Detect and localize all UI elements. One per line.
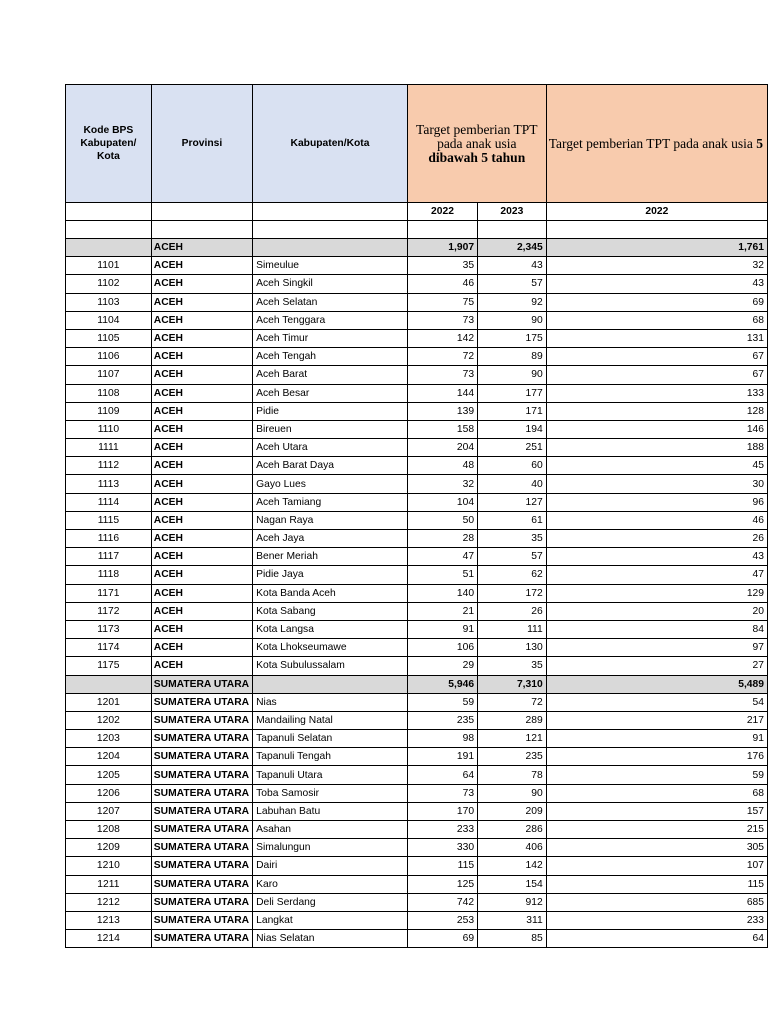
table-row xyxy=(66,857,768,875)
cell-value-2022: 144 xyxy=(407,384,477,402)
cell-kode: 1102 xyxy=(66,275,152,293)
cell-kabupaten: Aceh Jaya xyxy=(253,530,408,548)
table-row xyxy=(66,275,768,293)
cell-value-2022b: 97 xyxy=(546,639,767,657)
cell-kabupaten: Langkat xyxy=(253,911,408,929)
cell-provinsi: ACEH xyxy=(151,657,252,675)
cell-kabupaten: Nias xyxy=(253,693,408,711)
cell-kode: 1206 xyxy=(66,784,152,802)
cell-value-2022: 1,907 xyxy=(407,239,477,257)
table-row xyxy=(66,620,768,638)
cell-value-2022b: 685 xyxy=(546,893,767,911)
cell-kabupaten: Aceh Tamiang xyxy=(253,493,408,511)
cell-value-2023: 406 xyxy=(478,839,547,857)
cell-value-2023: 311 xyxy=(478,911,547,929)
cell-value-2022b: 233 xyxy=(546,911,767,929)
cell-value-2022: 73 xyxy=(407,311,477,329)
cell-value-2022: 139 xyxy=(407,402,477,420)
cell-value-2022b: 43 xyxy=(546,275,767,293)
cell-value-2022b: 188 xyxy=(546,439,767,457)
cell-kabupaten: Mandailing Natal xyxy=(253,711,408,729)
table-row xyxy=(66,548,768,566)
cell-provinsi: ACEH xyxy=(151,493,252,511)
cell-value-2023: 72 xyxy=(478,693,547,711)
cell-kabupaten: Tapanuli Utara xyxy=(253,766,408,784)
header-row xyxy=(66,85,768,203)
table-row xyxy=(66,639,768,657)
cell-value-2022b: 1,761 xyxy=(546,239,767,257)
table-row xyxy=(66,457,768,475)
cell-value-2022b: 67 xyxy=(546,366,767,384)
cell-value-2022: 75 xyxy=(407,293,477,311)
cell-value-2022: 32 xyxy=(407,475,477,493)
cell-kabupaten: Pidie Jaya xyxy=(253,566,408,584)
cell-kabupaten: Kota Sabang xyxy=(253,602,408,620)
cell-provinsi: SUMATERA UTARA xyxy=(151,857,252,875)
cell-value-2022b: 68 xyxy=(546,311,767,329)
cell-value-2022: 59 xyxy=(407,693,477,711)
cell-value-2023: 62 xyxy=(478,566,547,584)
cell-provinsi: ACEH xyxy=(151,348,252,366)
cell-kode: 1203 xyxy=(66,730,152,748)
cell-value-2022: 104 xyxy=(407,493,477,511)
table-row xyxy=(66,439,768,457)
blank-row xyxy=(66,221,768,239)
spreadsheet xyxy=(65,84,768,948)
cell-kode xyxy=(66,239,152,257)
header-target-under5 xyxy=(407,85,546,203)
cell-kode: 1212 xyxy=(66,893,152,911)
cell-provinsi: SUMATERA UTARA xyxy=(151,802,252,820)
cell-kode: 1113 xyxy=(66,475,152,493)
cell-value-2022: 73 xyxy=(407,366,477,384)
header-target-5-text: Target pemberian TPT pada anak usia xyxy=(548,135,757,151)
cell-value-2022b: 133 xyxy=(546,384,767,402)
header-provinsi: Provinsi xyxy=(151,85,252,203)
cell-provinsi: SUMATERA UTARA xyxy=(151,911,252,929)
cell-kabupaten: Labuhan Batu xyxy=(253,802,408,820)
cell-provinsi: SUMATERA UTARA xyxy=(151,766,252,784)
cell-kode: 1111 xyxy=(66,439,152,457)
cell-value-2022b: 96 xyxy=(546,493,767,511)
cell-kode: 1107 xyxy=(66,366,152,384)
cell-value-2022b: 46 xyxy=(546,511,767,529)
cell-value-2022: 91 xyxy=(407,620,477,638)
table-row xyxy=(66,730,768,748)
cell-provinsi: ACEH xyxy=(151,620,252,638)
cell-kabupaten: Bener Meriah xyxy=(253,548,408,566)
cell-value-2022b: 69 xyxy=(546,293,767,311)
year-row xyxy=(66,203,768,221)
cell-kabupaten: Deli Serdang xyxy=(253,893,408,911)
cell-value-2023: 57 xyxy=(478,548,547,566)
cell-kode: 1174 xyxy=(66,639,152,657)
cell-value-2022b: 27 xyxy=(546,657,767,675)
table-row xyxy=(66,839,768,857)
cell-provinsi: SUMATERA UTARA xyxy=(151,930,252,948)
cell-kode: 1202 xyxy=(66,711,152,729)
cell-value-2023: 286 xyxy=(478,821,547,839)
province-total-row xyxy=(66,239,768,257)
cell-value-2023: 90 xyxy=(478,784,547,802)
cell-kode: 1116 xyxy=(66,530,152,548)
cell-kabupaten: Aceh Tengah xyxy=(253,348,408,366)
year-col-3: 2022 xyxy=(546,203,767,221)
cell-value-2023: 235 xyxy=(478,748,547,766)
cell-kode: 1171 xyxy=(66,584,152,602)
cell-value-2023: 2,345 xyxy=(478,239,547,257)
cell-kode: 1115 xyxy=(66,511,152,529)
cell-kabupaten: Bireuen xyxy=(253,420,408,438)
cell-value-2023: 26 xyxy=(478,602,547,620)
cell-value-2022b: 146 xyxy=(546,420,767,438)
table-row xyxy=(66,475,768,493)
province-total-row xyxy=(66,675,768,693)
year-col-1: 2022 xyxy=(407,203,477,221)
cell-kode: 1211 xyxy=(66,875,152,893)
cell-value-2023: 289 xyxy=(478,711,547,729)
cell-value-2023: 111 xyxy=(478,620,547,638)
cell-value-2023: 251 xyxy=(478,439,547,457)
cell-kabupaten: Aceh Barat xyxy=(253,366,408,384)
table-row xyxy=(66,311,768,329)
table-row xyxy=(66,293,768,311)
table-row xyxy=(66,711,768,729)
cell-value-2022: 142 xyxy=(407,329,477,347)
cell-value-2022b: 32 xyxy=(546,257,767,275)
table-row xyxy=(66,748,768,766)
table-row xyxy=(66,420,768,438)
cell-kabupaten: Simeulue xyxy=(253,257,408,275)
cell-value-2022b: 91 xyxy=(546,730,767,748)
table-row xyxy=(66,602,768,620)
cell-kabupaten: Gayo Lues xyxy=(253,475,408,493)
cell-value-2022: 125 xyxy=(407,875,477,893)
cell-value-2022: 233 xyxy=(407,821,477,839)
header-kode: Kode BPS Kabupaten/ Kota xyxy=(66,85,152,203)
cell-kabupaten: Dairi xyxy=(253,857,408,875)
cell-provinsi: ACEH xyxy=(151,366,252,384)
cell-value-2023: 175 xyxy=(478,329,547,347)
cell-value-2022b: 305 xyxy=(546,839,767,857)
cell-value-2022b: 20 xyxy=(546,602,767,620)
cell-kabupaten: Aceh Singkil xyxy=(253,275,408,293)
table-row xyxy=(66,875,768,893)
cell-value-2022: 29 xyxy=(407,657,477,675)
cell-value-2023: 154 xyxy=(478,875,547,893)
cell-value-2022: 69 xyxy=(407,930,477,948)
cell-value-2023: 171 xyxy=(478,402,547,420)
cell-value-2022b: 67 xyxy=(546,348,767,366)
table-row xyxy=(66,911,768,929)
year-col-2: 2023 xyxy=(478,203,547,221)
cell-kode: 1173 xyxy=(66,620,152,638)
cell-value-2022: 28 xyxy=(407,530,477,548)
cell-kode: 1213 xyxy=(66,911,152,929)
cell-provinsi: SUMATERA UTARA xyxy=(151,711,252,729)
cell-kabupaten: Kota Lhokseumawe xyxy=(253,639,408,657)
cell-kabupaten xyxy=(253,239,408,257)
cell-value-2023: 142 xyxy=(478,857,547,875)
cell-kabupaten: Tapanuli Selatan xyxy=(253,730,408,748)
cell-provinsi: ACEH xyxy=(151,548,252,566)
table-row xyxy=(66,784,768,802)
cell-value-2022b: 5,489 xyxy=(546,675,767,693)
cell-provinsi: ACEH xyxy=(151,511,252,529)
cell-kode xyxy=(66,675,152,693)
cell-value-2022: 98 xyxy=(407,730,477,748)
cell-kode: 1101 xyxy=(66,257,152,275)
cell-kode: 1117 xyxy=(66,548,152,566)
table-row xyxy=(66,693,768,711)
cell-kabupaten: Aceh Besar xyxy=(253,384,408,402)
cell-kabupaten: Aceh Timur xyxy=(253,329,408,347)
cell-value-2022: 5,946 xyxy=(407,675,477,693)
cell-provinsi: ACEH xyxy=(151,293,252,311)
cell-provinsi: ACEH xyxy=(151,402,252,420)
cell-value-2022b: 84 xyxy=(546,620,767,638)
cell-kode: 1214 xyxy=(66,930,152,948)
header-target-5-bold: 5 xyxy=(756,135,763,151)
cell-kode: 1207 xyxy=(66,802,152,820)
table-row xyxy=(66,584,768,602)
cell-value-2022: 742 xyxy=(407,893,477,911)
table-row xyxy=(66,566,768,584)
cell-provinsi: SUMATERA UTARA xyxy=(151,730,252,748)
cell-value-2022: 21 xyxy=(407,602,477,620)
cell-value-2022: 140 xyxy=(407,584,477,602)
cell-kabupaten: Kota Banda Aceh xyxy=(253,584,408,602)
cell-value-2022b: 131 xyxy=(546,329,767,347)
cell-value-2022b: 176 xyxy=(546,748,767,766)
cell-provinsi: ACEH xyxy=(151,475,252,493)
cell-value-2023: 43 xyxy=(478,257,547,275)
cell-value-2022: 204 xyxy=(407,439,477,457)
cell-provinsi: ACEH xyxy=(151,420,252,438)
cell-value-2022: 35 xyxy=(407,257,477,275)
cell-value-2022: 73 xyxy=(407,784,477,802)
table-row xyxy=(66,384,768,402)
cell-kode: 1201 xyxy=(66,693,152,711)
cell-value-2023: 89 xyxy=(478,348,547,366)
cell-value-2022: 46 xyxy=(407,275,477,293)
cell-value-2023: 35 xyxy=(478,657,547,675)
cell-value-2022b: 157 xyxy=(546,802,767,820)
table-row xyxy=(66,821,768,839)
cell-kabupaten: Kota Langsa xyxy=(253,620,408,638)
cell-value-2022b: 217 xyxy=(546,711,767,729)
cell-value-2023: 127 xyxy=(478,493,547,511)
cell-value-2022b: 47 xyxy=(546,566,767,584)
cell-value-2023: 40 xyxy=(478,475,547,493)
cell-value-2023: 121 xyxy=(478,730,547,748)
cell-value-2023: 60 xyxy=(478,457,547,475)
table-row xyxy=(66,930,768,948)
cell-kabupaten: Tapanuli Tengah xyxy=(253,748,408,766)
header-kabupaten: Kabupaten/Kota xyxy=(253,85,408,203)
cell-value-2022b: 26 xyxy=(546,530,767,548)
cell-provinsi: SUMATERA UTARA xyxy=(151,893,252,911)
cell-kode: 1114 xyxy=(66,493,152,511)
cell-value-2023: 90 xyxy=(478,311,547,329)
cell-value-2022b: 45 xyxy=(546,457,767,475)
cell-value-2023: 78 xyxy=(478,766,547,784)
cell-kabupaten xyxy=(253,675,408,693)
cell-value-2022b: 43 xyxy=(546,548,767,566)
cell-kode: 1106 xyxy=(66,348,152,366)
cell-provinsi: ACEH xyxy=(151,329,252,347)
cell-kode: 1210 xyxy=(66,857,152,875)
cell-provinsi: SUMATERA UTARA xyxy=(151,675,252,693)
cell-value-2023: 85 xyxy=(478,930,547,948)
cell-value-2022: 158 xyxy=(407,420,477,438)
cell-kabupaten: Nias Selatan xyxy=(253,930,408,948)
cell-value-2023: 35 xyxy=(478,530,547,548)
cell-kode: 1208 xyxy=(66,821,152,839)
cell-value-2023: 912 xyxy=(478,893,547,911)
cell-kode: 1112 xyxy=(66,457,152,475)
cell-value-2022b: 215 xyxy=(546,821,767,839)
cell-provinsi: SUMATERA UTARA xyxy=(151,693,252,711)
cell-value-2022: 115 xyxy=(407,857,477,875)
cell-value-2022: 72 xyxy=(407,348,477,366)
cell-kode: 1110 xyxy=(66,420,152,438)
cell-provinsi: ACEH xyxy=(151,457,252,475)
table-row xyxy=(66,657,768,675)
cell-value-2023: 194 xyxy=(478,420,547,438)
cell-kode: 1205 xyxy=(66,766,152,784)
cell-kabupaten: Simalungun xyxy=(253,839,408,857)
cell-kode: 1103 xyxy=(66,293,152,311)
cell-provinsi: SUMATERA UTARA xyxy=(151,784,252,802)
table-row xyxy=(66,530,768,548)
cell-provinsi: ACEH xyxy=(151,602,252,620)
table-row xyxy=(66,366,768,384)
cell-value-2022: 47 xyxy=(407,548,477,566)
cell-value-2023: 130 xyxy=(478,639,547,657)
cell-value-2022b: 68 xyxy=(546,784,767,802)
cell-kabupaten: Asahan xyxy=(253,821,408,839)
cell-value-2022: 48 xyxy=(407,457,477,475)
cell-value-2022: 106 xyxy=(407,639,477,657)
cell-provinsi: SUMATERA UTARA xyxy=(151,821,252,839)
cell-value-2023: 7,310 xyxy=(478,675,547,693)
cell-provinsi: SUMATERA UTARA xyxy=(151,839,252,857)
table-row xyxy=(66,893,768,911)
table-row xyxy=(66,402,768,420)
cell-provinsi: ACEH xyxy=(151,584,252,602)
cell-value-2022: 170 xyxy=(407,802,477,820)
header-target-5 xyxy=(546,85,767,203)
cell-provinsi: ACEH xyxy=(151,311,252,329)
cell-kabupaten: Pidie xyxy=(253,402,408,420)
cell-provinsi: SUMATERA UTARA xyxy=(151,875,252,893)
cell-value-2022: 235 xyxy=(407,711,477,729)
table-row xyxy=(66,766,768,784)
cell-value-2023: 209 xyxy=(478,802,547,820)
cell-kabupaten: Toba Samosir xyxy=(253,784,408,802)
header-target-under5-bold: dibawah 5 tahun xyxy=(428,149,526,165)
cell-kabupaten: Aceh Barat Daya xyxy=(253,457,408,475)
cell-kabupaten: Kota Subulussalam xyxy=(253,657,408,675)
cell-value-2022b: 107 xyxy=(546,857,767,875)
cell-value-2023: 57 xyxy=(478,275,547,293)
cell-kabupaten: Aceh Tenggara xyxy=(253,311,408,329)
data-table xyxy=(65,84,768,948)
cell-provinsi: ACEH xyxy=(151,439,252,457)
table-row xyxy=(66,348,768,366)
cell-kode: 1109 xyxy=(66,402,152,420)
cell-provinsi: ACEH xyxy=(151,257,252,275)
cell-kode: 1105 xyxy=(66,329,152,347)
cell-value-2022: 64 xyxy=(407,766,477,784)
cell-kabupaten: Aceh Utara xyxy=(253,439,408,457)
cell-value-2022b: 54 xyxy=(546,693,767,711)
cell-value-2022b: 129 xyxy=(546,584,767,602)
table-body xyxy=(66,239,768,948)
cell-kode: 1104 xyxy=(66,311,152,329)
cell-kode: 1175 xyxy=(66,657,152,675)
cell-provinsi: ACEH xyxy=(151,239,252,257)
table-row xyxy=(66,329,768,347)
table-row xyxy=(66,493,768,511)
cell-value-2023: 90 xyxy=(478,366,547,384)
cell-value-2022: 50 xyxy=(407,511,477,529)
cell-value-2022: 330 xyxy=(407,839,477,857)
table-row xyxy=(66,257,768,275)
cell-value-2022b: 30 xyxy=(546,475,767,493)
cell-value-2022: 51 xyxy=(407,566,477,584)
cell-provinsi: SUMATERA UTARA xyxy=(151,748,252,766)
cell-kode: 1172 xyxy=(66,602,152,620)
cell-kabupaten: Aceh Selatan xyxy=(253,293,408,311)
cell-kode: 1209 xyxy=(66,839,152,857)
cell-value-2023: 92 xyxy=(478,293,547,311)
cell-value-2023: 61 xyxy=(478,511,547,529)
cell-value-2023: 177 xyxy=(478,384,547,402)
table-row xyxy=(66,802,768,820)
cell-value-2022b: 64 xyxy=(546,930,767,948)
cell-provinsi: ACEH xyxy=(151,275,252,293)
cell-provinsi: ACEH xyxy=(151,566,252,584)
cell-value-2023: 172 xyxy=(478,584,547,602)
cell-value-2022: 191 xyxy=(407,748,477,766)
cell-kode: 1204 xyxy=(66,748,152,766)
cell-kabupaten: Karo xyxy=(253,875,408,893)
cell-provinsi: ACEH xyxy=(151,639,252,657)
cell-provinsi: ACEH xyxy=(151,530,252,548)
cell-kabupaten: Nagan Raya xyxy=(253,511,408,529)
cell-value-2022b: 59 xyxy=(546,766,767,784)
cell-provinsi: ACEH xyxy=(151,384,252,402)
cell-value-2022: 253 xyxy=(407,911,477,929)
cell-kode: 1108 xyxy=(66,384,152,402)
table-row xyxy=(66,511,768,529)
header-target-under5-text: Target pemberian TPT pada anak usia xyxy=(416,121,538,151)
cell-value-2022b: 128 xyxy=(546,402,767,420)
cell-value-2022b: 115 xyxy=(546,875,767,893)
cell-kode: 1118 xyxy=(66,566,152,584)
